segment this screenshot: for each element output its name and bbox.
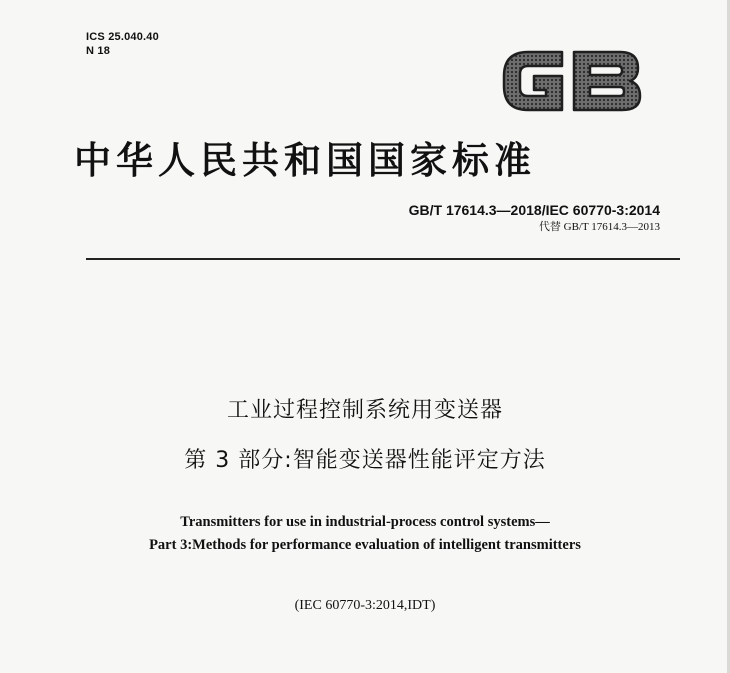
ccs-code: N 18	[86, 45, 111, 57]
standard-type-title: 中华人民共和国国家标准	[74, 139, 536, 182]
english-title-line-1: Transmitters for use in industrial-process control systems—	[180, 514, 550, 530]
ics-code: ICS 25.040.40	[86, 31, 159, 43]
header-divider	[86, 258, 680, 260]
chinese-title-line-2: 第 3 部分:智能变送器性能评定方法	[184, 448, 546, 473]
equivalence-note: (IEC 60770-3:2014,IDT)	[294, 598, 436, 613]
english-title-line-2: Part 3:Methods for performance evaluation of intelligent transmitters	[149, 537, 581, 553]
standard-number: GB/T 17614.3—2018/IEC 60770-3:2014	[408, 202, 660, 218]
chinese-title-line-1: 工业过程控制系统用变送器	[226, 398, 503, 423]
classification-block	[86, 30, 159, 58]
replaces-note: 代替 GB/T 17614.3—2013	[538, 221, 660, 233]
gb-logo	[498, 42, 646, 118]
